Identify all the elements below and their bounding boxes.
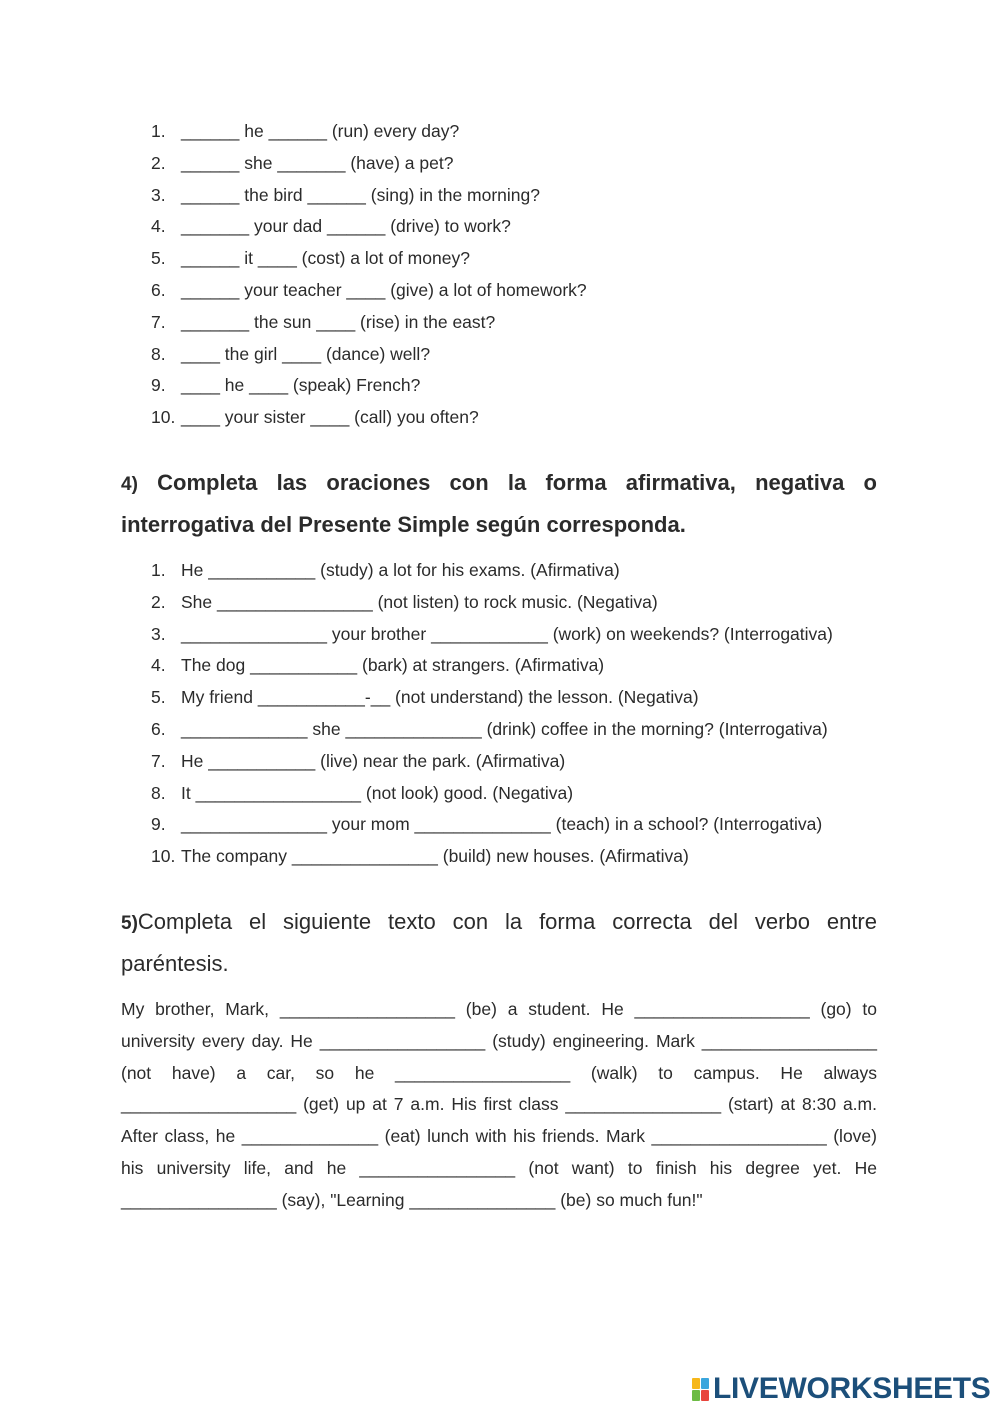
item-text: ______ your teacher ____ (give) a lot of homework? (181, 279, 587, 300)
section-4-number: 4) (121, 474, 138, 495)
exercise-item (151, 841, 833, 873)
item-number: 3. (151, 623, 166, 644)
exercise-item (151, 307, 587, 339)
item-text: The company _______________ (build) new houses. (Afirmativa) (181, 846, 689, 867)
fill-in-paragraph: My brother, Mark, __________________ (be) a student. He __________________ (go) to university every day. He _________________ (study) engineering. Mark __________________ (not have) a car, so he __________________ (walk) to campus. He always __________________ (get) up at 7 a.m. His first class ________________ (start) at 8:30 a.m. After class, he ______________ (eat) lunch with his friends. Mark __________________ (love) his university life, and he ________________ (not want) to finish his degree yet. He ________________ (say), "Learning _______________ (be) so much fun!" (121, 999, 877, 1210)
item-number: 6. (151, 718, 166, 739)
exercise-item (151, 714, 833, 746)
section-5-number: 5) (121, 913, 138, 934)
item-number: 2. (151, 152, 166, 173)
item-text: My friend ___________-__ (not understand) the lesson. (Negativa) (181, 687, 699, 708)
exercise-item (151, 211, 587, 243)
item-number: 9. (151, 375, 166, 396)
exercise-item (151, 555, 833, 587)
exercise-item (151, 275, 587, 307)
item-text: ____ he ____ (speak) French? (181, 375, 421, 396)
item-number: 4. (151, 655, 166, 676)
exercise-3-list (151, 116, 587, 434)
item-number: 9. (151, 814, 166, 835)
logo-mark-square (692, 1390, 700, 1401)
item-number: 10. (151, 846, 176, 867)
item-number: 1. (151, 121, 166, 141)
item-text: The dog ___________ (bark) at strangers. (Afirmativa) (181, 655, 605, 676)
exercise-item (151, 682, 833, 714)
section-5-instruction: Completa el siguiente texto con la forma correcta del verbo entre paréntesis. (121, 909, 877, 976)
item-number: 2. (151, 591, 166, 612)
exercise-item (151, 402, 587, 434)
section-4-instruction: Completa las oraciones con la forma afirmativa, negativa o interrogativa del Presente Simple según corresponda. (121, 470, 877, 537)
item-text: ______ it ____ (cost) a lot of money? (181, 248, 470, 269)
exercise-item (151, 116, 587, 148)
item-number: 7. (151, 750, 166, 771)
logo-mark-square (701, 1378, 709, 1389)
liveworksheets-mark-icon (692, 1378, 709, 1401)
item-number: 6. (151, 279, 166, 300)
item-number: 5. (151, 687, 166, 708)
item-number: 10. (151, 407, 176, 428)
item-text: ______ she _______ (have) a pet? (181, 152, 454, 173)
exercise-item (151, 180, 587, 212)
logo-mark-square (701, 1390, 709, 1401)
item-number: 8. (151, 782, 166, 803)
exercise-item (151, 370, 587, 402)
item-text: It _________________ (not look) good. (Negativa) (181, 782, 574, 803)
section-4-title (121, 463, 877, 545)
exercise-item (151, 746, 833, 778)
item-text: _______________ your mom ______________ (teach) in a school? (Interrogativa) (181, 814, 823, 835)
exercise-item (151, 243, 587, 275)
item-number: 5. (151, 248, 166, 269)
item-number: 1. (151, 560, 166, 580)
exercise-item (151, 778, 833, 810)
item-text: _______________ your brother ____________ (work) on weekends? (Interrogativa) (181, 623, 833, 644)
item-text: _______ your dad ______ (drive) to work? (181, 216, 511, 237)
logo-text: LIVEWORKSHEETS (713, 1372, 991, 1405)
item-number: 3. (151, 184, 166, 205)
item-text: _____________ she ______________ (drink) coffee in the morning? (Interrogativa) (181, 718, 828, 739)
item-text: He ___________ (study) a lot for his exams. (Afirmativa) (181, 560, 620, 580)
item-number: 4. (151, 216, 166, 237)
item-text: _______ the sun ____ (rise) in the east? (181, 311, 496, 332)
item-text: He ___________ (live) near the park. (Afirmativa) (181, 750, 566, 771)
exercise-4-list (151, 555, 833, 873)
exercise-item (151, 339, 587, 371)
exercise-item (151, 809, 833, 841)
logo-mark-square (692, 1378, 700, 1389)
item-number: 7. (151, 311, 166, 332)
exercise-item (151, 148, 587, 180)
exercise-item (151, 619, 833, 651)
exercise-item (151, 587, 833, 619)
item-text: ____ the girl ____ (dance) well? (181, 343, 431, 364)
item-text: ______ the bird ______ (sing) in the morning? (181, 184, 540, 205)
section-5-title (121, 902, 877, 984)
liveworksheets-logo (692, 1374, 991, 1404)
exercise-item (151, 650, 833, 682)
item-text: ______ he ______ (run) every day? (181, 121, 460, 141)
item-text: She ________________ (not listen) to rock music. (Negativa) (181, 591, 658, 612)
item-number: 8. (151, 343, 166, 364)
item-text: ____ your sister ____ (call) you often? (181, 407, 479, 428)
